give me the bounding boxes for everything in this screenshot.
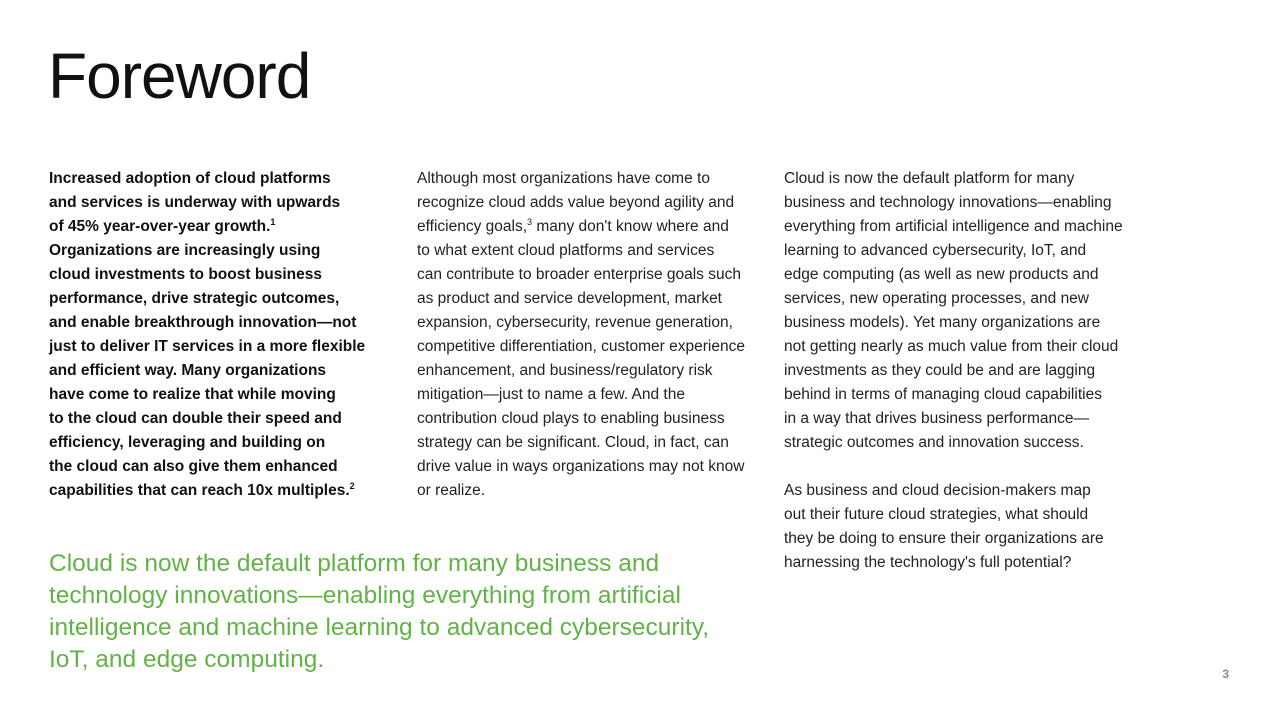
intro-line: efficiency, leveraging and building on xyxy=(49,434,326,451)
body-line: expansion, cybersecurity, revenue generation, xyxy=(417,314,733,331)
body-line-text: efficiency goals, xyxy=(417,218,527,235)
intro-line: just to deliver IT services in a more flexible xyxy=(49,338,366,355)
pull-quote-line: Cloud is now the default platform for many business and xyxy=(49,550,660,577)
intro-line: to the cloud can double their speed and xyxy=(49,410,342,427)
body-line: Cloud is now the default platform for many xyxy=(784,170,1075,187)
intro-line: and services is underway with upwards xyxy=(49,194,341,211)
body-line: strategy can be significant. Cloud, in fact, can xyxy=(417,434,729,451)
paragraph-gap xyxy=(784,455,1136,479)
body-line: harnessing the technology's full potential? xyxy=(784,554,1072,571)
pull-quote-line: IoT, and edge computing. xyxy=(49,646,325,673)
body-line: learning to advanced cybersecurity, IoT, and xyxy=(784,242,1087,259)
body-column-3 xyxy=(784,167,1136,575)
intro-line: the cloud can also give them enhanced xyxy=(49,458,338,475)
body-line: Although most organizations have come to xyxy=(417,170,710,187)
body-line: out their future cloud strategies, what should xyxy=(784,506,1089,523)
footnote-ref: 2 xyxy=(349,480,355,491)
body-line: as product and service development, market xyxy=(417,290,722,307)
body-line: behind in terms of managing cloud capabilities xyxy=(784,386,1102,403)
body-line: enhancement, and business/regulatory risk xyxy=(417,362,713,379)
body-line: investments as they could be and are lagging xyxy=(784,362,1096,379)
body-line: not getting nearly as much value from their cloud xyxy=(784,338,1119,355)
body-line: competitive differentiation, customer experience xyxy=(417,338,745,355)
pull-quote xyxy=(49,548,749,676)
body-line: business models). Yet many organizations are xyxy=(784,314,1101,331)
body-column-2 xyxy=(417,167,762,503)
intro-line-text: of 45% year-over-year growth. xyxy=(49,218,271,235)
body-line: strategic outcomes and innovation success. xyxy=(784,434,1084,451)
intro-line: and efficient way. Many organizations xyxy=(49,362,327,379)
intro-line: cloud investments to boost business xyxy=(49,266,323,283)
footnote-ref: 1 xyxy=(270,216,276,227)
footnote-ref: 3 xyxy=(527,216,533,227)
intro-line: and enable breakthrough innovation—not xyxy=(49,314,357,331)
body-line-text: many don't know where and xyxy=(532,218,729,235)
body-line: edge computing (as well as new products and xyxy=(784,266,1099,283)
body-line: or realize. xyxy=(417,482,486,499)
body-line: they be doing to ensure their organizations are xyxy=(784,530,1104,547)
body-line: recognize cloud adds value beyond agility and xyxy=(417,194,735,211)
intro-line-text: capabilities that can reach 10x multiples. xyxy=(49,482,350,499)
intro-column xyxy=(49,167,389,503)
body-line: contribution cloud plays to enabling business xyxy=(417,410,725,427)
body-line: can contribute to broader enterprise goals such xyxy=(417,266,741,283)
pull-quote-line: intelligence and machine learning to advanced cybersecurity, xyxy=(49,614,710,641)
pull-quote-line: technology innovations—enabling everything from artificial xyxy=(49,582,681,609)
body-line: everything from artificial intelligence and machine xyxy=(784,218,1123,235)
body-line xyxy=(417,215,762,239)
page-number: 3 xyxy=(1222,667,1229,681)
body-line: As business and cloud decision-makers map xyxy=(784,482,1091,499)
body-line: services, new operating processes, and new xyxy=(784,290,1089,307)
body-line: business and technology innovations—enabling xyxy=(784,194,1112,211)
intro-line xyxy=(49,479,389,503)
intro-line: have come to realize that while moving xyxy=(49,386,336,403)
intro-line: performance, drive strategic outcomes, xyxy=(49,290,340,307)
intro-line: Increased adoption of cloud platforms xyxy=(49,170,331,187)
body-line: mitigation—just to name a few. And the xyxy=(417,386,685,403)
body-line: in a way that drives business performance— xyxy=(784,410,1089,427)
intro-line xyxy=(49,215,389,239)
intro-line: Organizations are increasingly using xyxy=(49,242,321,259)
body-line: to what extent cloud platforms and services xyxy=(417,242,715,259)
page-title: Foreword xyxy=(48,40,311,112)
body-line: drive value in ways organizations may not know xyxy=(417,458,745,475)
